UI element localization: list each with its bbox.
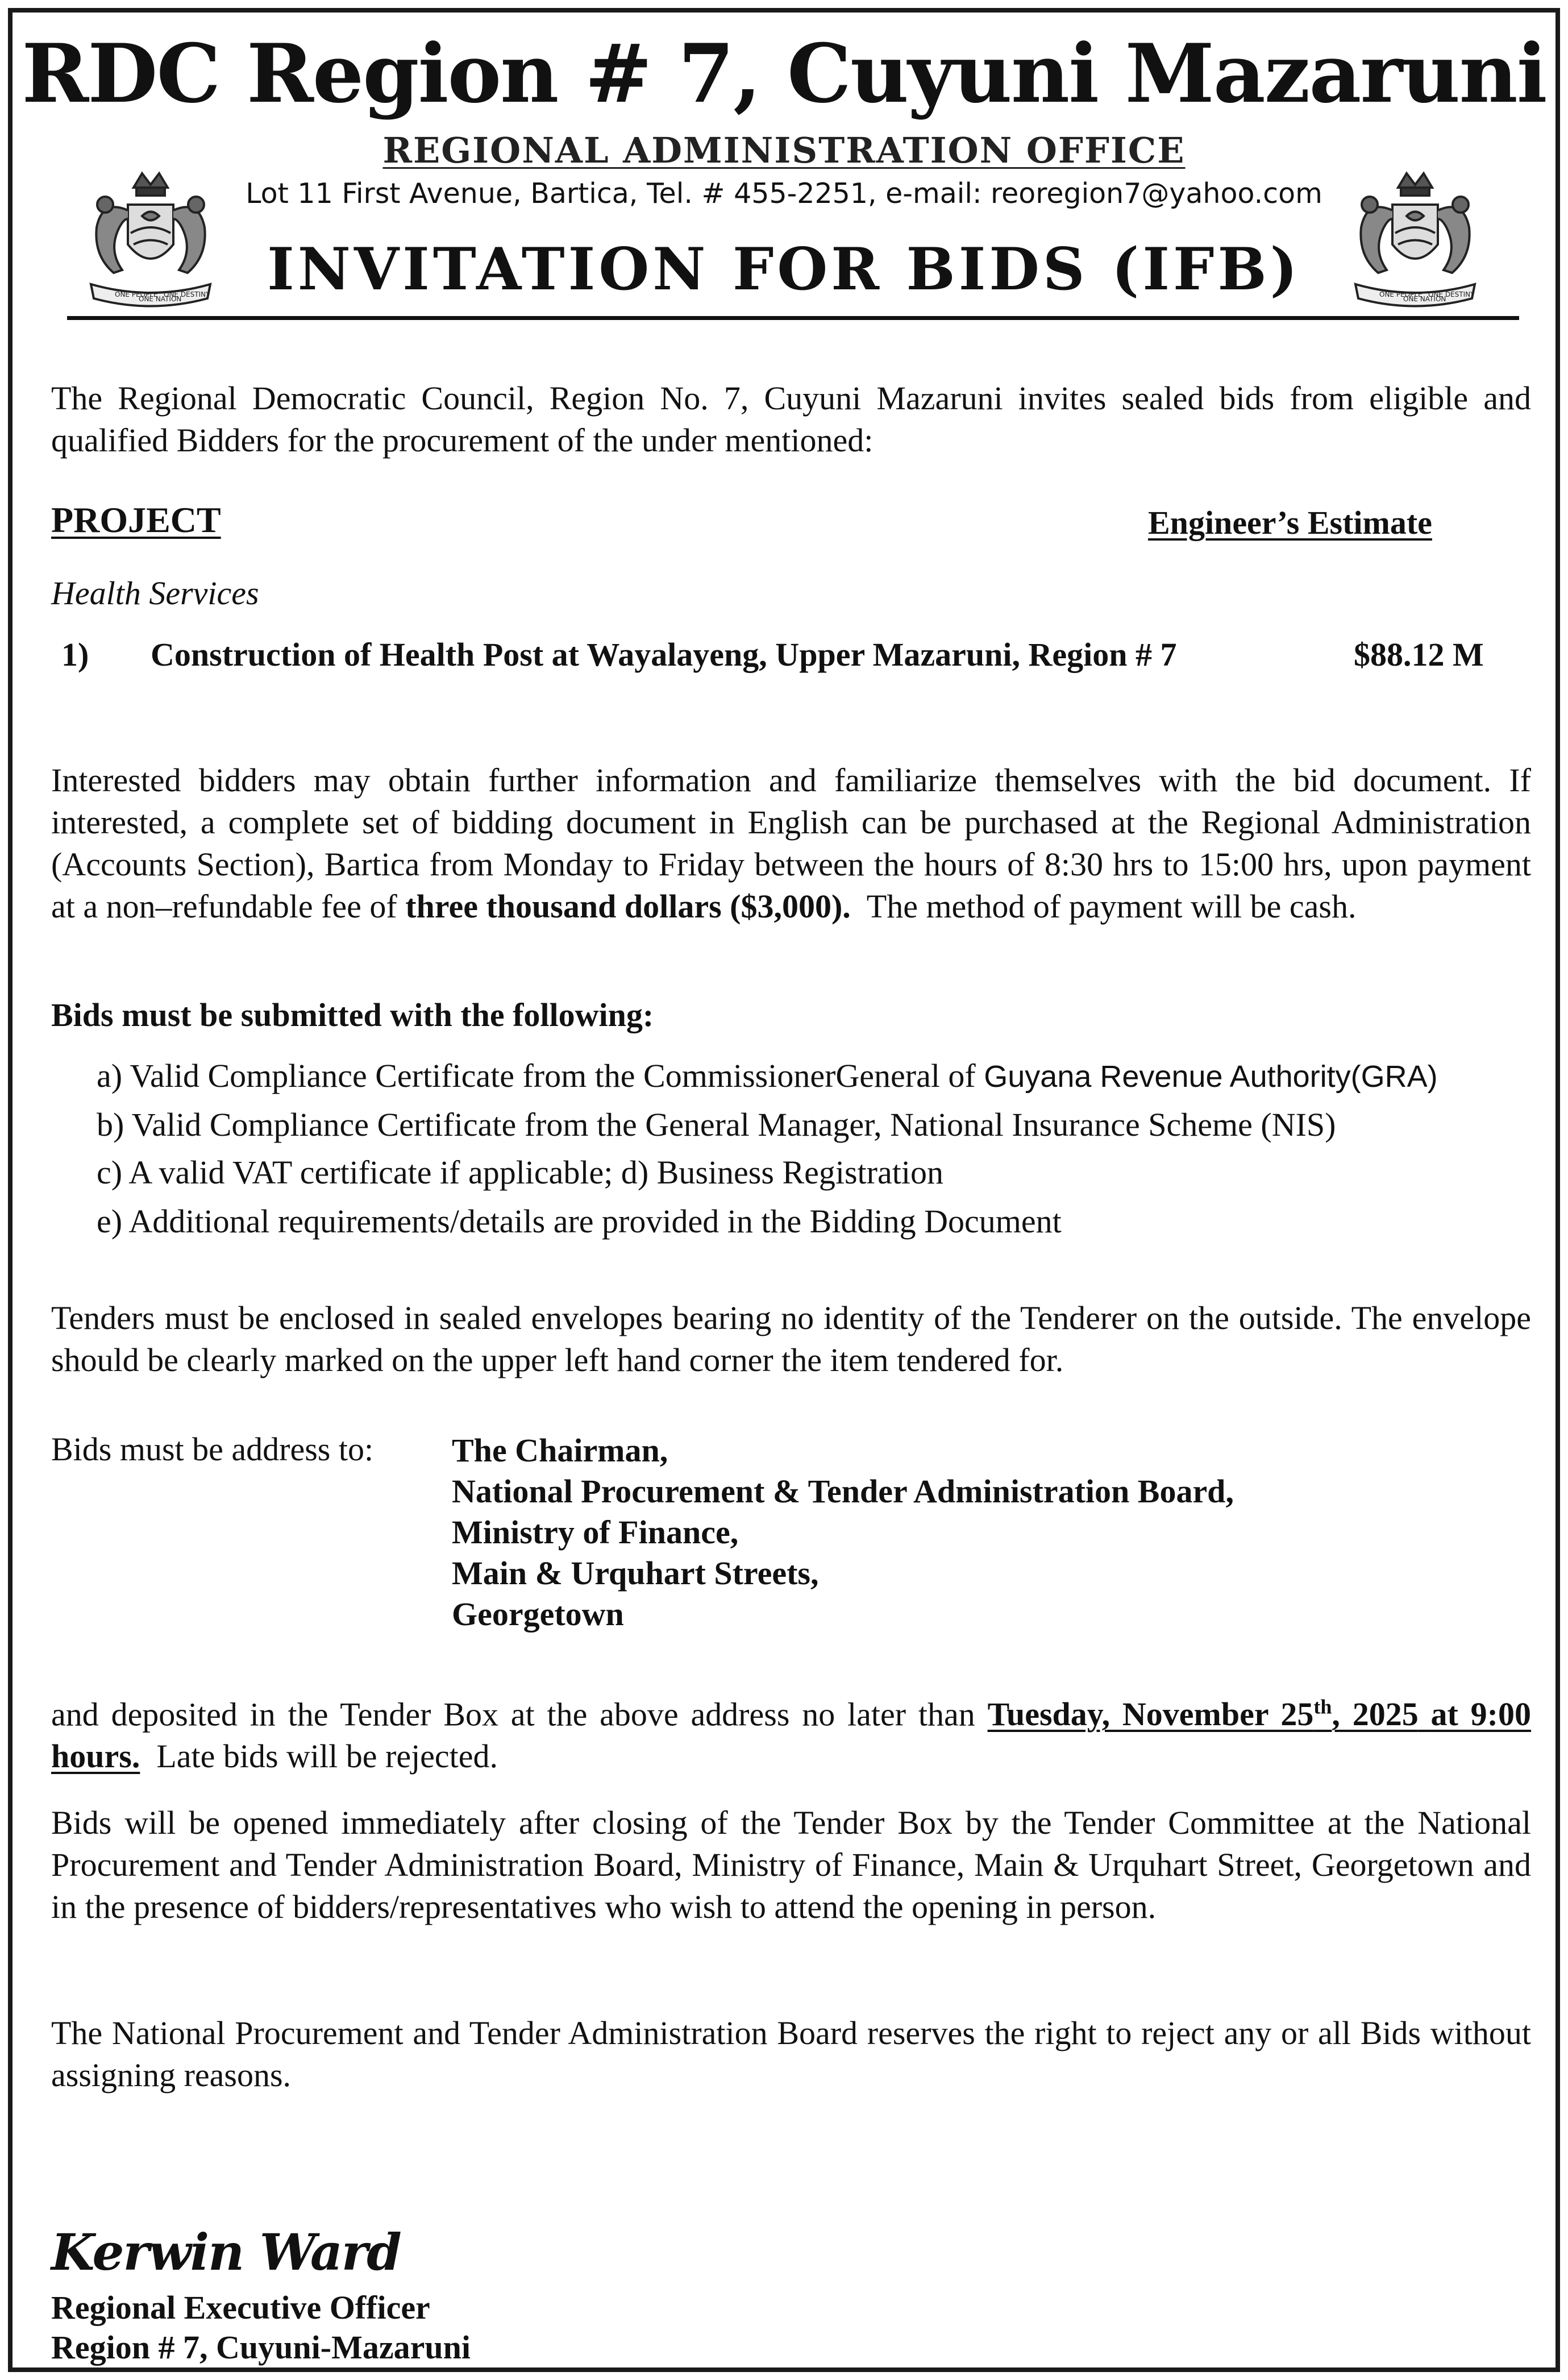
signatory-title: Regional Executive Officer [51,2289,430,2326]
requirement-e: e) Additional requirements/details are provided in the Bidding Document [97,1203,1062,1240]
deadline-paragraph [51,1686,1531,1777]
reservation-paragraph: The National Procurement and Tender Administration Board reserves the right to reject any or all Bids without assigning reasons. [51,2015,1531,2094]
deadline-date-year: , 2025 [1332,1696,1419,1733]
info-paragraph [51,759,1531,928]
deadline-text: and deposited in the Tender Box at the above address no later than [51,1696,975,1733]
coat-of-arms-left [80,165,222,313]
project-category: Health Services [51,575,259,612]
address-line-4: Main & Urquhart Streets, [452,1555,819,1592]
address-line-3: Ministry of Finance, [452,1514,739,1551]
payment-method: The method of payment will be cash. [866,888,1357,925]
late-bids-note: Late bids will be rejected. [156,1738,498,1775]
crest-banner-text-3: ONE DESTINY [164,290,210,298]
project-heading: PROJECT [51,500,221,540]
requirement-a [97,1055,1438,1098]
address-line-2: National Procurement & Tender Administration Board, [452,1473,1234,1510]
crest-banner-text-2: ONE NATION [139,295,182,303]
item-estimate: $88.12 M [1354,636,1484,673]
page-title: RDC Region # 7, Cuyuni Mazaruni [22,27,1546,121]
ifb-heading: INVITATION FOR BIDS (IFB) [267,235,1301,304]
office-subtitle: REGIONAL ADMINISTRATION OFFICE [382,130,1186,171]
crest-banner-text-3: ONE DESTINY [1428,290,1475,298]
item-description: Construction of Health Post at Wayalayeng, Upper Mazaruni, Region # 7 [151,636,1177,673]
crest-banner-text-2: ONE NATION [1403,295,1446,303]
info-text: Interested bidders may obtain further information and familiarize themselves with the bid document. If interested, a complete set of bidding document in English can be purchased at the Regional Administration (Accounts Section), Bartica from Monday to Friday between the hours of 8:30 hrs to 15:00 hrs, upon payment at a non–refundable fee of [51,762,1531,925]
address-line-1: The Chairman, [452,1432,668,1469]
office-contact: Lot 11 First Avenue, Bartica, Tel. # 455-2251, e-mail: reoregion7@yahoo.com [246,177,1322,210]
address-label: Bids must be address to: [51,1431,374,1468]
intro-paragraph: The Regional Democratic Council, Region No. 7, Cuyuni Mazaruni invites sealed bids from eligible and qualified Bidders for the procurement of the under mentioned: [51,380,1531,459]
header-divider [67,316,1519,320]
deadline-date-main: Tuesday, November 25 [987,1696,1314,1733]
crest-banner-text-1: ONE PEOPLE [1379,290,1423,298]
tenders-paragraph: Tenders must be enclosed in sealed envelopes bearing no identity of the Tenderer on the outside. The envelope should be clearly marked on the upper left hand corner the item tendered for. [51,1299,1531,1378]
opening-paragraph: Bids will be opened immediately after closing of the Tender Box by the Tender Committee at the National Procurement and Tender Administration Board, Ministry of Finance, Main & Urquhart Street, Georgetown and in the presence of bidders/representatives who wish to attend the opening in person. [51,1804,1531,1925]
item-number: 1) [61,636,89,673]
requirement-b: b) Valid Compliance Certificate from the General Manager, National Insurance Scheme (NIS) [97,1106,1336,1143]
requirement-c: c) A valid VAT certificate if applicable; d) Business Registration [97,1154,943,1191]
deadline-time: at 9:00 hours. [51,1696,1531,1775]
signatory-region: Region # 7, Cuyuni-Mazaruni [51,2329,471,2366]
estimate-heading: Engineer’s Estimate [1148,504,1432,541]
fee-amount: three thousand dollars ($3,000). [405,888,851,925]
crest-banner-text-1: ONE PEOPLE [115,290,158,298]
requirements-heading: Bids must be submitted with the following: [51,996,654,1033]
requirement-a-text: a) Valid Compliance Certificate from the CommissionerGeneral of [97,1057,976,1094]
coat-of-arms-right [1344,165,1486,313]
address-line-5: Georgetown [452,1596,624,1633]
gra-name: Guyana Revenue Authority(GRA) [984,1060,1438,1094]
deadline-date-suffix: th [1313,1696,1332,1718]
handwritten-signature: Kerwin Ward [51,2223,401,2282]
